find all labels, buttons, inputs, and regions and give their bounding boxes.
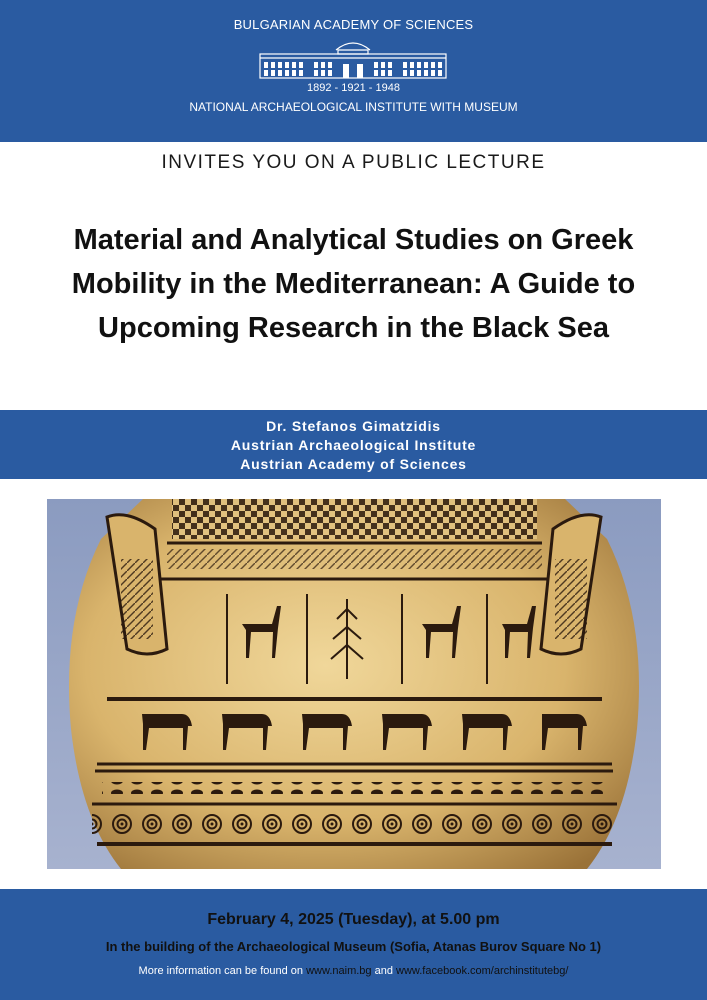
naim-website-link[interactable]: www.naim.bg (306, 965, 372, 977)
footer-band (0, 889, 707, 1000)
event-date: February 4, 2025 (Tuesday), at 5.00 pm (207, 911, 500, 928)
institute-name: NATIONAL ARCHAEOLOGICAL INSTITUTE WITH MUSEUM (189, 100, 518, 114)
speaker-band (0, 410, 707, 479)
speaker-affiliation-2: Austrian Academy of Sciences (240, 456, 467, 472)
event-venue: In the building of the Archaeological Museum (Sofia, Atanas Burov Square No 1) (105, 939, 602, 954)
lecture-title (20, 218, 687, 350)
geometric-amphora-photo (47, 499, 661, 869)
more-info-line (0, 965, 707, 977)
more-info-prefix: More information can be found on (138, 965, 304, 977)
title-line-2: Mobility in the Mediterranean: A Guide to (71, 268, 636, 300)
facebook-link[interactable]: www.facebook.com/archinstitutebg/ (396, 965, 569, 977)
founding-dates: 1892 - 1921 - 1948 (307, 82, 400, 94)
amphora-illustration (47, 499, 661, 869)
invitation-line: INVITES YOU ON A PUBLIC LECTURE (161, 152, 546, 173)
header-band (0, 0, 707, 142)
academy-name: BULGARIAN ACADEMY OF SCIENCES (233, 17, 474, 32)
title-line-3: Upcoming Research in the Black Sea (98, 312, 609, 344)
speaker-name: Dr. Stefanos Gimatzidis (266, 418, 441, 434)
speaker-affiliation-1: Austrian Archaeological Institute (230, 437, 477, 453)
title-line-1: Material and Analytical Studies on Greek (73, 224, 634, 256)
and-text: and (374, 965, 393, 977)
academy-building-icon (258, 36, 448, 80)
